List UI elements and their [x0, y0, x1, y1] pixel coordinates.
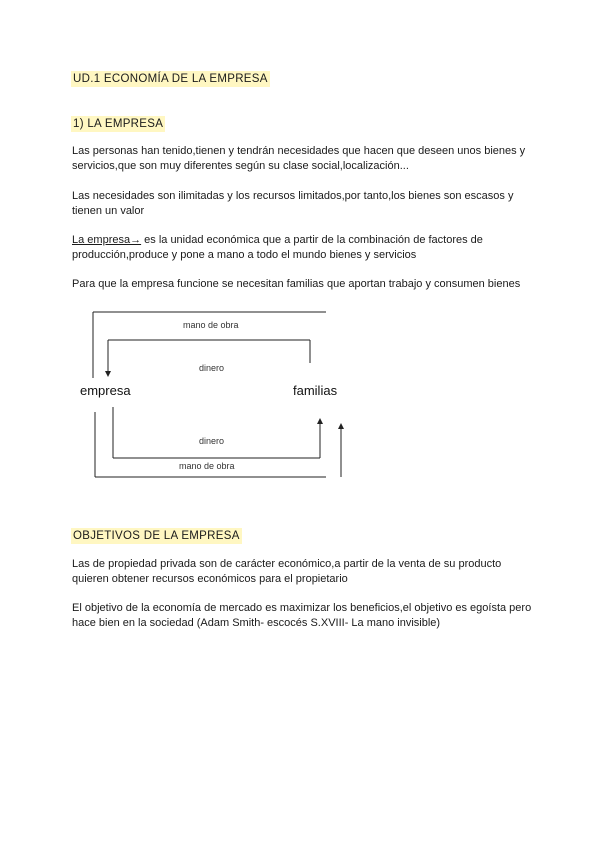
- label-mano-de-obra-bottom: mano de obra: [179, 461, 235, 471]
- node-familias: familias: [293, 383, 338, 398]
- definition-text: es la unidad económica que a partir de la combinación de factores de producción,produce y pone a mano a todo el mundo bienes y servicios: [72, 234, 483, 261]
- section-heading-la-empresa: 1) LA EMPRESA: [73, 118, 164, 130]
- arrow-down-icon: [105, 371, 111, 377]
- label-mano-de-obra-top: mano de obra: [183, 320, 239, 330]
- term-la-empresa: La empresa→: [72, 234, 142, 246]
- label-dinero-upper: dinero: [199, 363, 225, 373]
- node-empresa: empresa: [80, 383, 131, 398]
- section-heading-objetivos: OBJETIVOS DE LA EMPRESA: [73, 530, 240, 542]
- paragraph-necesidades: Las personas han tenido,tienen y tendrán necesidades que hacen que deseen unos bienes y servicios,que son muy diferentes según su clase social,localización...: [72, 145, 526, 172]
- label-dinero-lower: dinero: [199, 436, 225, 446]
- paragraph-recursos: Las necesidades son ilimitadas y los recursos limitados,por tanto,los bienes son escasos y tienen un valor: [72, 190, 514, 217]
- paragraph-propiedad-privada: Las de propiedad privada son de carácter económico,a partir de la venta de su producto quieren obtener recursos económicos para el propietario: [72, 558, 502, 585]
- arrow-up-icon: [317, 418, 323, 424]
- paragraph-familias: Para que la empresa funcione se necesitan familias que aportan trabajo y consumen bienes: [72, 278, 521, 290]
- paragraph-economia-mercado: El objetivo de la economía de mercado es maximizar los beneficios,el objetivo es egoísta pero hace bien en la sociedad (Adam Smith- escocés S.XVIII- La mano invisible): [72, 602, 532, 629]
- arrow-up-icon: [338, 423, 344, 429]
- document-title: UD.1 ECONOMÍA DE LA EMPRESA: [73, 73, 268, 85]
- paragraph-definicion-empresa: [72, 233, 532, 263]
